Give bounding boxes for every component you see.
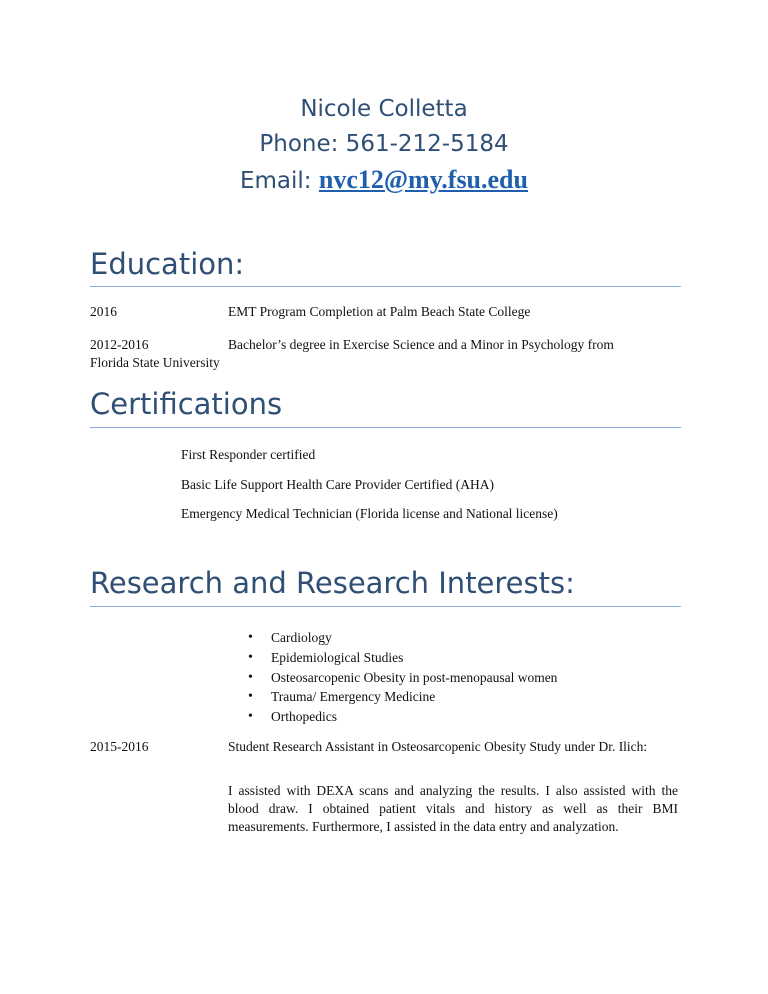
- education-text-2: Bachelor’s degree in Exercise Science and a Minor in Psychology from: [228, 337, 614, 352]
- email-link[interactable]: nvc12@my.fsu.edu: [318, 165, 528, 194]
- applicant-name: Nicole Colletta: [300, 96, 468, 122]
- email-label: Email:: [240, 168, 319, 194]
- contact-header: [0, 92, 768, 199]
- research-position-years: 2015-2016: [90, 739, 149, 754]
- list-item: • Cardiology: [248, 628, 557, 648]
- email-line: [0, 162, 768, 199]
- list-item: • Orthopedics: [248, 707, 557, 727]
- certification-item: First Responder certified: [181, 447, 316, 462]
- education-text-2-continued: Florida State University: [90, 355, 220, 370]
- certifications-divider: [90, 427, 681, 428]
- research-position-title: Student Research Assistant in Osteosarcopenic Obesity Study under Dr. Ilich:: [228, 739, 648, 754]
- research-heading: Research and Research Interests:: [90, 566, 575, 600]
- list-item: • Epidemiological Studies: [248, 648, 557, 668]
- research-interests-list: [248, 628, 557, 727]
- list-item: • Osteosarcopenic Obesity in post-menopausal women: [248, 668, 557, 688]
- certification-item: Emergency Medical Technician (Florida license and National license): [181, 506, 558, 521]
- education-year-1: 2016: [90, 304, 117, 319]
- phone-line: Phone: 561-212-5184: [259, 131, 509, 157]
- certifications-heading: Certifications: [90, 387, 283, 421]
- certification-item: Basic Life Support Health Care Provider Certified (AHA): [181, 477, 495, 492]
- research-divider: [90, 606, 681, 607]
- education-heading: Education:: [90, 247, 245, 281]
- education-text-1: EMT Program Completion at Palm Beach State College: [228, 304, 531, 319]
- research-position-description: I assisted with DEXA scans and analyzing the results. I also assisted with the blood draw. I obtained patient vitals and history as well as their BMI measurements. Furthermore, I assisted in the data entry and analyzation.: [228, 783, 678, 834]
- education-divider: [90, 286, 681, 287]
- education-year-2: 2012-2016: [90, 337, 149, 352]
- list-item: • Trauma/ Emergency Medicine: [248, 687, 557, 707]
